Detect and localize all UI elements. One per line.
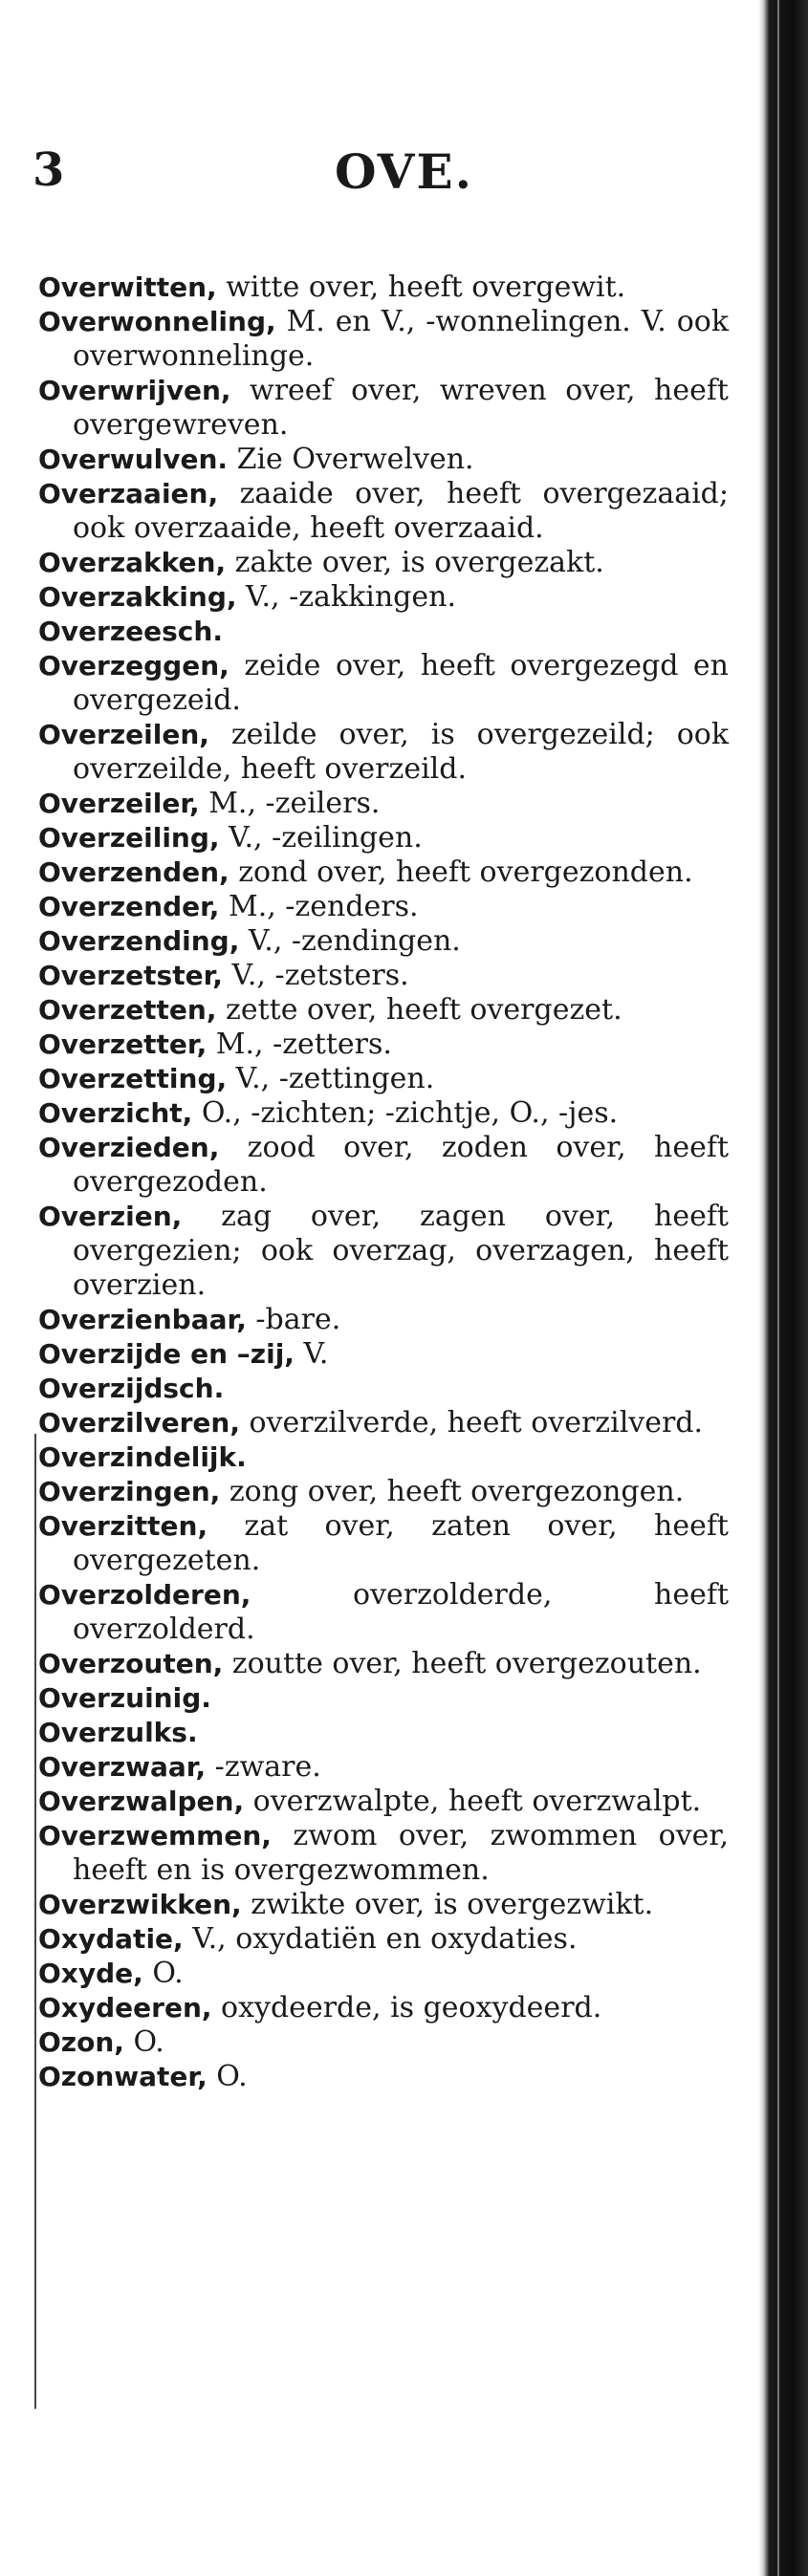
dictionary-entry [38, 443, 729, 477]
dictionary-entry [38, 924, 729, 959]
entry-headword: Overzijde en –zij, [38, 1338, 295, 1370]
entry-headword: Overzakken, [38, 547, 227, 578]
entry-definition: V. [294, 1337, 329, 1371]
book-binding-shadow [758, 0, 808, 2576]
entry-definition: zag over, zagen over, heeft overgezien; ook overzag, overzagen, heeft overzien. [73, 1200, 729, 1302]
entry-headword: Overzingen, [38, 1476, 221, 1507]
entry-headword: Overzaaien, [38, 478, 219, 509]
entry-headword: Oxyde, [38, 1958, 143, 1989]
entry-definition: zwom over, zwommen over, heeft en is overgezwommen. [73, 1819, 729, 1887]
dictionary-entry [38, 546, 729, 580]
dictionary-entries [38, 271, 729, 2094]
entry-headword: Overzicht, [38, 1097, 193, 1129]
dictionary-entry [38, 649, 729, 718]
entry-headword: Overzenden, [38, 856, 229, 888]
entry-definition: M., -zenders. [219, 890, 419, 923]
dictionary-entry [38, 1819, 729, 1888]
entry-headword: Overzeilen, [38, 719, 209, 750]
entry-headword: Overzwikken, [38, 1889, 242, 1920]
entry-definition: O., -zichten; -zichtje, O., -jes. [192, 1096, 619, 1130]
entry-definition: M., -zeilers. [199, 787, 381, 820]
dictionary-entry [38, 477, 729, 546]
entry-headword: Overzitten, [38, 1510, 208, 1542]
dictionary-entry [38, 1991, 729, 2025]
entry-definition: zeilde over, is overgezeild; ook overzeilde, heeft overzeild. [73, 718, 729, 786]
entry-headword: Overzetten, [38, 994, 217, 1026]
dictionary-entry [38, 305, 729, 374]
entry-headword: Oxydatie, [38, 1923, 184, 1955]
entry-definition: V., -zeilingen. [219, 821, 423, 855]
entry-headword: Overzieden, [38, 1132, 220, 1163]
dictionary-entry [38, 580, 729, 615]
dictionary-entry [38, 1716, 729, 1750]
entry-definition: V., oxydatiën en oxydaties. [183, 1922, 578, 1956]
entry-definition: zette over, heeft overgezet. [216, 993, 622, 1027]
dictionary-entry [38, 1406, 729, 1440]
dictionary-entry [38, 787, 729, 821]
entry-headword: Overwonneling, [38, 306, 276, 337]
margin-rule [34, 1434, 36, 2409]
entry-definition: -bare. [246, 1303, 341, 1336]
entry-definition: zat over, zaten over, heeft overgezeten. [73, 1509, 729, 1577]
entry-headword: Overzetter, [38, 1028, 207, 1060]
dictionary-entry [38, 855, 729, 890]
dictionary-entry [38, 1785, 729, 1819]
dictionary-entry [38, 271, 729, 305]
entry-headword: Overwrijven, [38, 375, 231, 406]
binding-streak [777, 0, 779, 2576]
entry-definition: zoutte over, heeft overgezouten. [223, 1647, 702, 1680]
page-number: 3 [33, 143, 65, 197]
dictionary-entry [38, 1200, 729, 1303]
dictionary-entry [38, 1062, 729, 1096]
dictionary-entry [38, 1750, 729, 1785]
dictionary-entry [38, 959, 729, 993]
entry-definition: zond over, heeft overgezonden. [229, 855, 693, 889]
dictionary-entry [38, 1888, 729, 1922]
entry-headword: Overzender, [38, 891, 220, 922]
entry-definition: zeide over, heeft overgezegd en overgezeid. [73, 649, 729, 717]
entry-headword: Overzetting, [38, 1063, 228, 1094]
entry-definition: overzwalpte, heeft overzwalpt. [244, 1785, 702, 1818]
entry-headword: Overwitten, [38, 271, 217, 303]
dictionary-entry [38, 890, 729, 924]
entry-headword: Overzouten, [38, 1648, 224, 1679]
entry-definition: M. en V., -wonnelingen. V. ook overwonnelinge. [73, 305, 729, 373]
entry-definition: overzilverde, heeft overzilverd. [239, 1406, 704, 1440]
entry-headword: Overzwemmen, [38, 1820, 272, 1851]
entry-definition: overzolderde, heeft overzolderd. [73, 1578, 729, 1646]
dictionary-entry [38, 1440, 729, 1475]
dictionary-entry [38, 993, 729, 1028]
entry-headword: Overzijdsch. [38, 1373, 225, 1404]
dictionary-entry [38, 1303, 729, 1337]
entry-definition: zaaide over, heeft overgezaaid; ook overzaaide, heeft overzaaid. [73, 477, 729, 545]
entry-headword: Oxydeeren, [38, 1992, 212, 2024]
dictionary-entry [38, 1028, 729, 1062]
entry-definition: O. [123, 2025, 164, 2059]
entry-headword: Overzilveren, [38, 1407, 240, 1439]
dictionary-entry [38, 615, 729, 649]
entry-definition: O. [207, 2060, 248, 2093]
running-head: OVE. [335, 143, 473, 200]
dictionary-entry [38, 1096, 729, 1131]
entry-headword: Overzeiling, [38, 822, 220, 854]
entry-definition: O. [142, 1957, 184, 1990]
dictionary-entry [38, 1131, 729, 1200]
entry-definition: zood over, zoden over, heeft overgezoden. [73, 1131, 729, 1199]
entry-headword: Overwulven. [38, 444, 229, 475]
entry-definition: M., -zetters. [207, 1028, 392, 1061]
entry-headword: Overzeiler, [38, 788, 200, 819]
dictionary-entry [38, 2025, 729, 2060]
dictionary-entry [38, 1957, 729, 1991]
dictionary-entry [38, 1578, 729, 1647]
entry-headword: Ozonwater, [38, 2061, 207, 2092]
dictionary-entry [38, 1922, 729, 1957]
dictionary-entry [38, 374, 729, 443]
entry-headword: Overzeggen, [38, 650, 229, 682]
entry-definition: V., -zendingen. [239, 924, 461, 958]
dictionary-entry [38, 821, 729, 855]
entry-definition: oxydeerde, is geoxydeerd. [211, 1991, 602, 2024]
entry-definition: V., -zettingen. [227, 1062, 435, 1095]
dictionary-entry [38, 718, 729, 787]
entry-headword: Ozon, [38, 2026, 124, 2058]
dictionary-entry [38, 1647, 729, 1681]
entry-headword: Overzolderen, [38, 1579, 251, 1611]
entry-definition: witte over, heeft overgewit. [216, 271, 626, 304]
entry-headword: Overzakking, [38, 581, 237, 613]
entry-definition: V., -zetsters. [222, 959, 409, 992]
entry-headword: Overzulks. [38, 1717, 198, 1748]
entry-definition: zong over, heeft overgezongen. [220, 1475, 685, 1508]
entry-headword: Overzwalpen, [38, 1786, 245, 1817]
entry-headword: Overzeesch. [38, 616, 223, 647]
entry-headword: Overzwaar, [38, 1751, 207, 1783]
dictionary-entry [38, 1475, 729, 1509]
dictionary-entry [38, 2060, 729, 2094]
dictionary-entry [38, 1372, 729, 1406]
entry-definition: zakte over, is overgezakt. [226, 546, 604, 579]
entry-definition: Zie Overwelven. [228, 443, 474, 476]
entry-definition: zwikte over, is overgezwikt. [241, 1888, 654, 1921]
entry-headword: Overzien, [38, 1201, 183, 1232]
entry-headword: Overzienbaar, [38, 1304, 247, 1335]
dictionary-entry [38, 1337, 729, 1372]
entry-definition: V., -zakkingen. [236, 580, 456, 614]
entry-definition: wreef over, wreven over, heeft overgewreven. [73, 374, 729, 442]
entry-headword: Overzuinig. [38, 1682, 211, 1714]
entry-headword: Overzetster, [38, 960, 223, 991]
entry-headword: Overzindelijk. [38, 1441, 247, 1473]
entry-definition: -zware. [206, 1750, 321, 1784]
dictionary-entry [38, 1681, 729, 1716]
entry-headword: Overzending, [38, 925, 240, 957]
dictionary-entry [38, 1509, 729, 1578]
